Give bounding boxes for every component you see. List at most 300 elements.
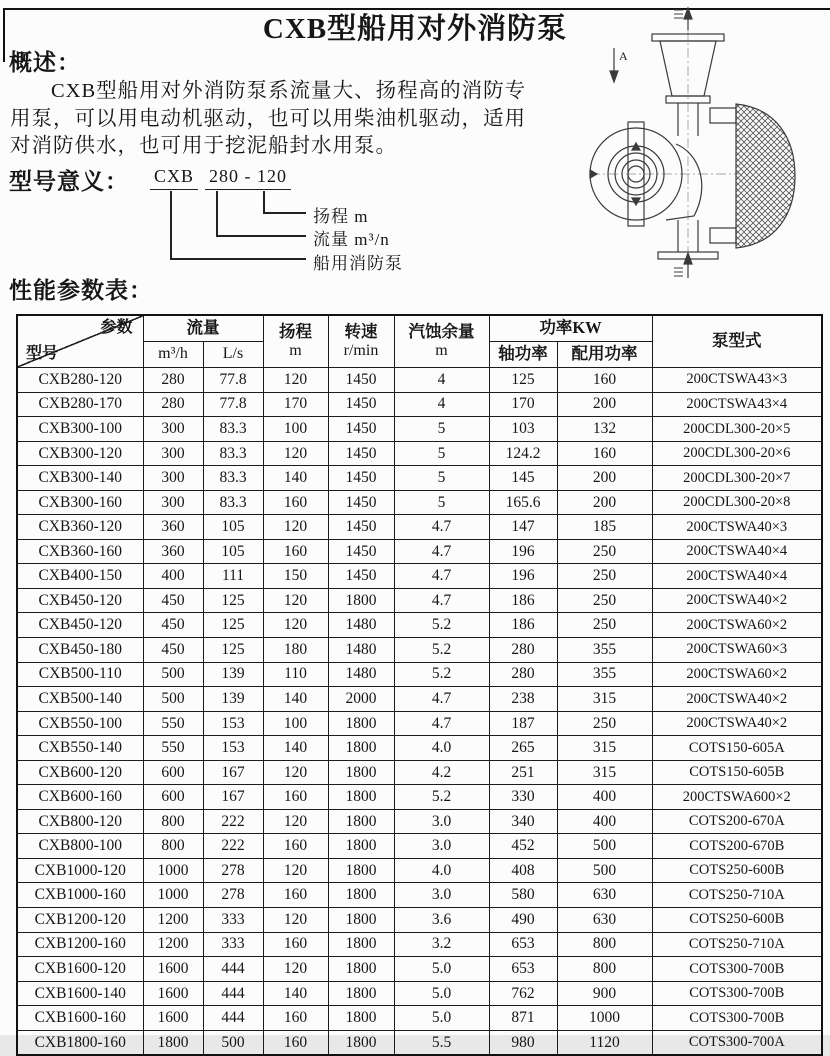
- table-row: [17, 687, 822, 712]
- npsh-cell: 5.2: [394, 785, 489, 810]
- shaft-power-cell: 653: [489, 957, 557, 982]
- shaft-power-cell: 265: [489, 736, 557, 761]
- flow-m3h-cell: 400: [143, 564, 203, 589]
- flow-m3h-cell: 1200: [143, 908, 203, 933]
- shaft-power-cell: 124.2: [489, 441, 557, 466]
- shaft-power-cell: 196: [489, 564, 557, 589]
- table-row: [17, 564, 822, 589]
- speed-cell: 1800: [328, 1006, 394, 1031]
- npsh-cell: 5.2: [394, 638, 489, 663]
- rated-power-cell: 250: [557, 539, 652, 564]
- flow-m3h-cell: 1000: [143, 883, 203, 908]
- head-cell: 160: [263, 490, 328, 515]
- shaft-power-cell: 653: [489, 932, 557, 957]
- pump-type-cell: 200CTSWA40×4: [652, 564, 822, 589]
- npsh-cell: 5: [394, 466, 489, 491]
- pump-type-cell: 200CDL300-20×6: [652, 441, 822, 466]
- table-row: [17, 417, 822, 442]
- rated-power-cell: 400: [557, 809, 652, 834]
- pump-type-cell: 200CDL300-20×7: [652, 466, 822, 491]
- table-row: [17, 809, 822, 834]
- table-row: [17, 932, 822, 957]
- pump-type-cell: COTS200-670B: [652, 834, 822, 859]
- pump-type-cell: COTS250-710A: [652, 883, 822, 908]
- table-row: [17, 588, 822, 613]
- head-cell: 120: [263, 588, 328, 613]
- table-row: [17, 662, 822, 687]
- shaft-power-cell: 147: [489, 515, 557, 540]
- head-cell: 120: [263, 908, 328, 933]
- shaft-power-cell: 580: [489, 883, 557, 908]
- speed-cell: 1450: [328, 564, 394, 589]
- shaft-power-cell: 196: [489, 539, 557, 564]
- pump-type-cell: COTS150-605A: [652, 736, 822, 761]
- head-cell: 160: [263, 834, 328, 859]
- head-cell: 120: [263, 613, 328, 638]
- flow-ls-cell: 444: [203, 981, 263, 1006]
- header-head-label: 扬程: [279, 321, 312, 341]
- rated-power-cell: 800: [557, 957, 652, 982]
- npsh-cell: 4.7: [394, 539, 489, 564]
- shaft-power-cell: 125: [489, 368, 557, 393]
- rated-power-cell: 1000: [557, 1006, 652, 1031]
- pump-type-cell: COTS150-605B: [652, 760, 822, 785]
- overview-line: CXB型船用对外消防泵系流量大、扬程高的消防专: [51, 80, 527, 102]
- flow-ls-cell: 83.3: [203, 466, 263, 491]
- pump-type-cell: 200CTSWA60×3: [652, 638, 822, 663]
- head-cell: 170: [263, 392, 328, 417]
- flow-ls-cell: 500: [203, 1030, 263, 1055]
- flow-m3h-cell: 280: [143, 392, 203, 417]
- flow-m3h-cell: 360: [143, 539, 203, 564]
- flow-m3h-cell: 1600: [143, 1006, 203, 1031]
- pump-type-cell: 200CTSWA40×2: [652, 687, 822, 712]
- npsh-cell: 4.0: [394, 858, 489, 883]
- flow-ls-cell: 333: [203, 932, 263, 957]
- model-cell: CXB800-120: [17, 809, 143, 834]
- npsh-cell: 5.0: [394, 957, 489, 982]
- flow-m3h-cell: 600: [143, 785, 203, 810]
- rated-power-cell: 200: [557, 392, 652, 417]
- head-cell: 120: [263, 515, 328, 540]
- model-cell: CXB1600-160: [17, 1006, 143, 1031]
- speed-cell: 1800: [328, 858, 394, 883]
- table-row: [17, 392, 822, 417]
- model-cell: CXB800-100: [17, 834, 143, 859]
- flow-m3h-cell: 1000: [143, 858, 203, 883]
- npsh-cell: 3.0: [394, 883, 489, 908]
- npsh-cell: 5: [394, 417, 489, 442]
- model-cell: CXB300-100: [17, 417, 143, 442]
- speed-cell: 1450: [328, 490, 394, 515]
- table-row: [17, 638, 822, 663]
- head-cell: 120: [263, 809, 328, 834]
- header-shaft-power: 轴功率: [489, 342, 557, 368]
- flow-m3h-cell: 360: [143, 515, 203, 540]
- table-row: [17, 515, 822, 540]
- header-flow-ls: L/s: [203, 342, 263, 368]
- rated-power-cell: 1120: [557, 1030, 652, 1055]
- speed-cell: 1480: [328, 662, 394, 687]
- head-cell: 120: [263, 368, 328, 393]
- table-row: [17, 760, 822, 785]
- shaft-power-cell: 980: [489, 1030, 557, 1055]
- model-cell: CXB550-100: [17, 711, 143, 736]
- head-cell: 100: [263, 417, 328, 442]
- npsh-cell: 5.2: [394, 662, 489, 687]
- corner-label-parameter: 参数: [100, 319, 133, 336]
- label-pump-type: 船用消防泵: [313, 254, 403, 273]
- table-row: [17, 466, 822, 491]
- overview-paragraph: [10, 78, 555, 161]
- flow-m3h-cell: 300: [143, 441, 203, 466]
- diagram-line: [170, 191, 172, 259]
- npsh-cell: 4: [394, 392, 489, 417]
- npsh-cell: 3.0: [394, 809, 489, 834]
- overview-line: 用泵，可以用电动机驱动，也可以用柴油机驱动，适用: [10, 107, 526, 130]
- speed-cell: 1800: [328, 883, 394, 908]
- rated-power-cell: 250: [557, 613, 652, 638]
- performance-parameter-table: [16, 314, 823, 1056]
- model-cell: CXB1200-160: [17, 932, 143, 957]
- speed-cell: 1450: [328, 466, 394, 491]
- speed-cell: 1800: [328, 981, 394, 1006]
- flow-ls-cell: 77.8: [203, 368, 263, 393]
- speed-cell: 1800: [328, 588, 394, 613]
- flow-ls-cell: 77.8: [203, 392, 263, 417]
- flow-m3h-cell: 1600: [143, 981, 203, 1006]
- shaft-power-cell: 280: [489, 638, 557, 663]
- diagram-line: [216, 191, 218, 236]
- flow-m3h-cell: 450: [143, 588, 203, 613]
- model-cell: CXB280-170: [17, 392, 143, 417]
- flow-ls-cell: 278: [203, 883, 263, 908]
- flow-ls-cell: 222: [203, 834, 263, 859]
- pump-type-cell: COTS300-700A: [652, 1030, 822, 1055]
- rated-power-cell: 355: [557, 638, 652, 663]
- model-code-prefix: CXB: [150, 166, 198, 190]
- flow-ls-cell: 125: [203, 588, 263, 613]
- model-cell: CXB450-120: [17, 613, 143, 638]
- speed-cell: 1800: [328, 932, 394, 957]
- speed-cell: 1800: [328, 809, 394, 834]
- flow-ls-cell: 125: [203, 613, 263, 638]
- head-cell: 120: [263, 760, 328, 785]
- head-cell: 160: [263, 1006, 328, 1031]
- speed-cell: 1800: [328, 834, 394, 859]
- model-cell: CXB1000-160: [17, 883, 143, 908]
- head-cell: 140: [263, 466, 328, 491]
- pump-type-cell: 200CTSWA43×4: [652, 392, 822, 417]
- head-cell: 140: [263, 736, 328, 761]
- flow-ls-cell: 111: [203, 564, 263, 589]
- head-cell: 160: [263, 883, 328, 908]
- model-cell: CXB360-120: [17, 515, 143, 540]
- header-flow-m3h: m³/h: [143, 342, 203, 368]
- shaft-power-cell: 186: [489, 588, 557, 613]
- label-head: 扬程 m: [313, 207, 369, 226]
- header-npsh: [394, 315, 489, 368]
- flow-ls-cell: 105: [203, 539, 263, 564]
- npsh-cell: 4: [394, 368, 489, 393]
- model-code-number: 280 - 120: [205, 166, 291, 190]
- shaft-power-cell: 280: [489, 662, 557, 687]
- flow-m3h-cell: 1200: [143, 932, 203, 957]
- shaft-power-cell: 871: [489, 1006, 557, 1031]
- pump-type-cell: 200CTSWA40×2: [652, 588, 822, 613]
- model-meaning-heading: 型号意义：: [9, 169, 129, 194]
- flow-m3h-cell: 550: [143, 736, 203, 761]
- pump-type-cell: COTS250-600B: [652, 908, 822, 933]
- shaft-power-cell: 452: [489, 834, 557, 859]
- pump-type-cell: 200CTSWA40×2: [652, 711, 822, 736]
- header-head: [263, 315, 328, 368]
- pump-type-cell: 200CTSWA40×4: [652, 539, 822, 564]
- table-row: [17, 539, 822, 564]
- pump-type-cell: 200CTSWA600×2: [652, 785, 822, 810]
- head-cell: 180: [263, 638, 328, 663]
- flow-m3h-cell: 800: [143, 809, 203, 834]
- rated-power-cell: 160: [557, 368, 652, 393]
- model-cell: CXB600-120: [17, 760, 143, 785]
- flow-m3h-cell: 500: [143, 662, 203, 687]
- flow-ls-cell: 444: [203, 957, 263, 982]
- head-cell: 160: [263, 785, 328, 810]
- flow-ls-cell: 333: [203, 908, 263, 933]
- table-row: [17, 834, 822, 859]
- npsh-cell: 5: [394, 441, 489, 466]
- head-cell: 140: [263, 687, 328, 712]
- rated-power-cell: 630: [557, 908, 652, 933]
- model-cell: CXB500-110: [17, 662, 143, 687]
- speed-cell: 1800: [328, 760, 394, 785]
- speed-cell: 1450: [328, 441, 394, 466]
- rated-power-cell: 185: [557, 515, 652, 540]
- diagram-line: [216, 235, 306, 237]
- npsh-cell: 5: [394, 490, 489, 515]
- rated-power-cell: 630: [557, 883, 652, 908]
- flow-ls-cell: 139: [203, 662, 263, 687]
- head-cell: 150: [263, 564, 328, 589]
- head-cell: 120: [263, 441, 328, 466]
- table-row: [17, 1006, 822, 1031]
- flow-ls-cell: 125: [203, 638, 263, 663]
- npsh-cell: 4.7: [394, 564, 489, 589]
- npsh-cell: 4.2: [394, 760, 489, 785]
- model-meaning-diagram: [150, 166, 525, 276]
- flow-ls-cell: 153: [203, 711, 263, 736]
- table-row: [17, 1030, 822, 1055]
- speed-cell: 1800: [328, 785, 394, 810]
- flow-ls-cell: 167: [203, 785, 263, 810]
- header-npsh-unit: m: [435, 341, 448, 359]
- rated-power-cell: 355: [557, 662, 652, 687]
- table-row: [17, 736, 822, 761]
- pump-type-cell: COTS250-600B: [652, 858, 822, 883]
- rated-power-cell: 315: [557, 687, 652, 712]
- shaft-power-cell: 490: [489, 908, 557, 933]
- flow-ls-cell: 167: [203, 760, 263, 785]
- header-speed-label: 转速: [344, 321, 378, 341]
- shaft-power-cell: 762: [489, 981, 557, 1006]
- pump-type-cell: 200CTSWA43×3: [652, 368, 822, 393]
- head-cell: 120: [263, 957, 328, 982]
- head-cell: 160: [263, 1030, 328, 1055]
- flow-ls-cell: 83.3: [203, 417, 263, 442]
- table-row: [17, 883, 822, 908]
- rated-power-cell: 315: [557, 760, 652, 785]
- npsh-cell: 5.2: [394, 613, 489, 638]
- table-row: [17, 785, 822, 810]
- rated-power-cell: 900: [557, 981, 652, 1006]
- model-cell: CXB400-150: [17, 564, 143, 589]
- head-cell: 160: [263, 539, 328, 564]
- overview-heading: 概述：: [9, 50, 81, 75]
- header-npsh-label: 汽蚀余量: [408, 321, 475, 341]
- model-cell: CXB1600-140: [17, 981, 143, 1006]
- model-cell: CXB1800-160: [17, 1030, 143, 1055]
- rated-power-cell: 250: [557, 564, 652, 589]
- speed-cell: 1800: [328, 957, 394, 982]
- speed-cell: 1800: [328, 1030, 394, 1055]
- flow-m3h-cell: 800: [143, 834, 203, 859]
- npsh-cell: 4.7: [394, 711, 489, 736]
- table-row: [17, 441, 822, 466]
- rated-power-cell: 250: [557, 711, 652, 736]
- head-cell: 160: [263, 932, 328, 957]
- model-cell: CXB1200-120: [17, 908, 143, 933]
- rated-power-cell: 132: [557, 417, 652, 442]
- shaft-power-cell: 238: [489, 687, 557, 712]
- head-cell: 110: [263, 662, 328, 687]
- corner-header-cell: [17, 315, 143, 368]
- rated-power-cell: 200: [557, 466, 652, 491]
- model-cell: CXB500-140: [17, 687, 143, 712]
- speed-cell: 1800: [328, 736, 394, 761]
- npsh-cell: 5.5: [394, 1030, 489, 1055]
- flow-ls-cell: 139: [203, 687, 263, 712]
- rated-power-cell: 250: [557, 588, 652, 613]
- model-cell: CXB280-120: [17, 368, 143, 393]
- npsh-cell: 3.0: [394, 834, 489, 859]
- rated-power-cell: 160: [557, 441, 652, 466]
- pump-type-cell: COTS250-710A: [652, 932, 822, 957]
- flow-ls-cell: 444: [203, 1006, 263, 1031]
- speed-cell: 1480: [328, 638, 394, 663]
- diagram-line: [263, 212, 306, 214]
- pump-type-cell: 200CDL300-20×5: [652, 417, 822, 442]
- header-flow: 流量: [143, 315, 263, 342]
- model-cell: CXB300-120: [17, 441, 143, 466]
- table-row: [17, 957, 822, 982]
- npsh-cell: 4.7: [394, 588, 489, 613]
- model-cell: CXB360-160: [17, 539, 143, 564]
- npsh-cell: 3.6: [394, 908, 489, 933]
- header-pump-type: 泵型式: [652, 315, 822, 368]
- header-power: 功率KW: [489, 315, 652, 342]
- overview-line: 对消防供水，也可用于挖泥船封水用泵。: [10, 135, 397, 157]
- rated-power-cell: 315: [557, 736, 652, 761]
- flow-ls-cell: 278: [203, 858, 263, 883]
- rated-power-cell: 200: [557, 490, 652, 515]
- speed-cell: 1450: [328, 368, 394, 393]
- speed-cell: 1480: [328, 613, 394, 638]
- table-row: [17, 490, 822, 515]
- head-cell: 100: [263, 711, 328, 736]
- shaft-power-cell: 340: [489, 809, 557, 834]
- model-cell: CXB300-140: [17, 466, 143, 491]
- label-flow: 流量 m³/n: [313, 230, 390, 249]
- flow-m3h-cell: 550: [143, 711, 203, 736]
- header-speed: [328, 315, 394, 368]
- model-cell: CXB300-160: [17, 490, 143, 515]
- npsh-cell: 5.0: [394, 981, 489, 1006]
- speed-cell: 1450: [328, 539, 394, 564]
- flow-m3h-cell: 600: [143, 760, 203, 785]
- model-cell: CXB1600-120: [17, 957, 143, 982]
- rated-power-cell: 400: [557, 785, 652, 810]
- flow-ls-cell: 153: [203, 736, 263, 761]
- speed-cell: 2000: [328, 687, 394, 712]
- speed-cell: 1800: [328, 711, 394, 736]
- shaft-power-cell: 165.6: [489, 490, 557, 515]
- flow-m3h-cell: 450: [143, 613, 203, 638]
- section-label-a: A: [619, 49, 628, 63]
- page-left-border: [3, 8, 5, 62]
- model-cell: CXB450-180: [17, 638, 143, 663]
- speed-cell: 1800: [328, 908, 394, 933]
- model-cell: CXB450-120: [17, 588, 143, 613]
- npsh-cell: 4.0: [394, 736, 489, 761]
- shaft-power-cell: 251: [489, 760, 557, 785]
- pump-type-cell: 200CTSWA40×3: [652, 515, 822, 540]
- shaft-power-cell: 330: [489, 785, 557, 810]
- npsh-cell: 4.7: [394, 515, 489, 540]
- flow-m3h-cell: 300: [143, 417, 203, 442]
- speed-cell: 1450: [328, 417, 394, 442]
- pump-type-cell: 200CDL300-20×8: [652, 490, 822, 515]
- npsh-cell: 4.7: [394, 687, 489, 712]
- shaft-power-cell: 186: [489, 613, 557, 638]
- header-head-unit: m: [289, 341, 302, 359]
- pump-type-cell: COTS300-700B: [652, 1006, 822, 1031]
- pump-type-cell: COTS200-670A: [652, 809, 822, 834]
- pump-type-cell: 200CTSWA60×2: [652, 662, 822, 687]
- flow-m3h-cell: 500: [143, 687, 203, 712]
- flow-ls-cell: 105: [203, 515, 263, 540]
- model-cell: CXB1000-120: [17, 858, 143, 883]
- flow-m3h-cell: 1600: [143, 957, 203, 982]
- pump-type-cell: 200CTSWA60×2: [652, 613, 822, 638]
- table-row: [17, 908, 822, 933]
- corner-label-model: 型号: [26, 344, 59, 362]
- shaft-power-cell: 408: [489, 858, 557, 883]
- table-row: [17, 368, 822, 393]
- pump-technical-drawing: [588, 4, 826, 282]
- rated-power-cell: 800: [557, 932, 652, 957]
- flow-ls-cell: 83.3: [203, 441, 263, 466]
- flow-m3h-cell: 1800: [143, 1030, 203, 1055]
- speed-cell: 1450: [328, 515, 394, 540]
- diagram-line: [170, 258, 306, 260]
- diagram-line: [263, 191, 265, 213]
- npsh-cell: 5.0: [394, 1006, 489, 1031]
- header-rated-power: 配用功率: [557, 342, 652, 368]
- rated-power-cell: 500: [557, 834, 652, 859]
- shaft-power-cell: 145: [489, 466, 557, 491]
- parameter-table-heading: 性能参数表：: [9, 278, 153, 303]
- table-row: [17, 613, 822, 638]
